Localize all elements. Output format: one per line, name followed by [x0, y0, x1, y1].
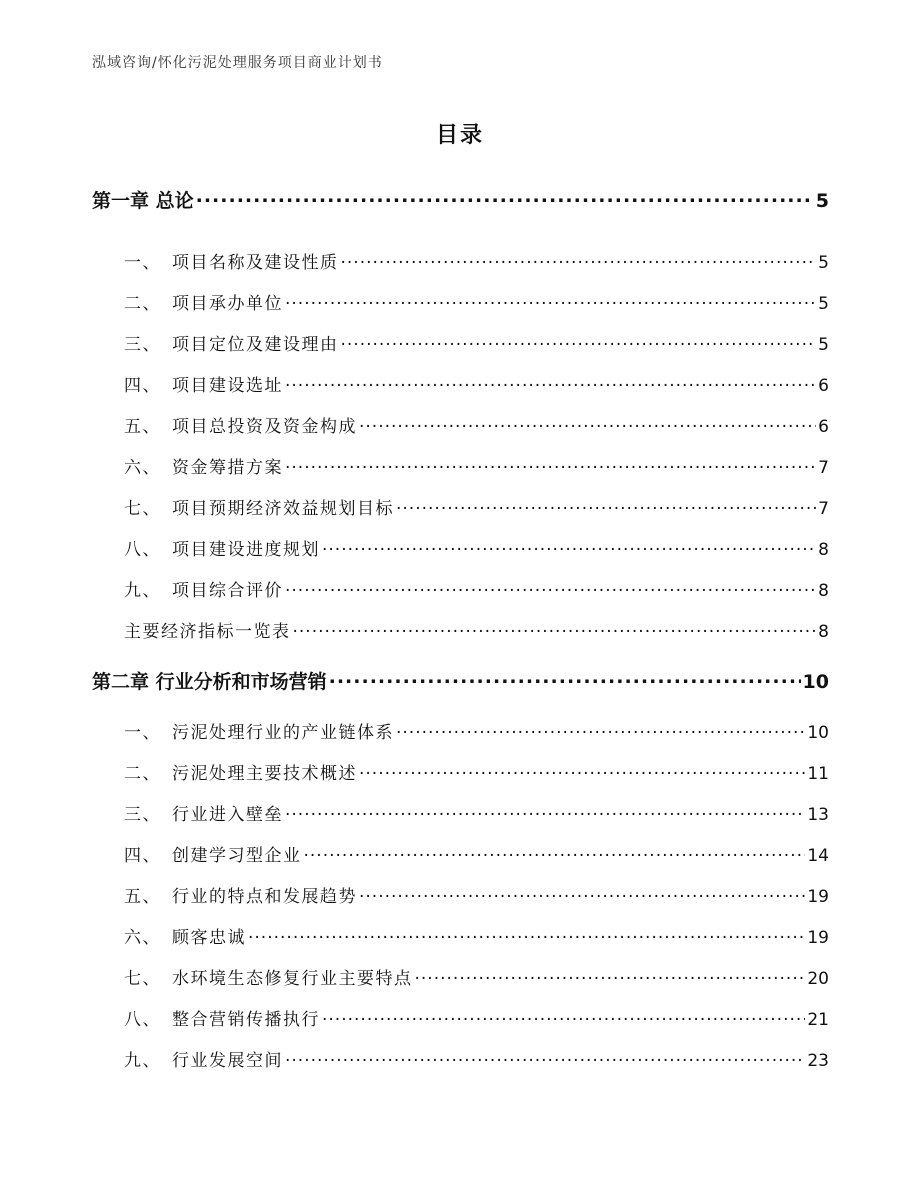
toc-entry[interactable] [124, 923, 829, 948]
toc-entry[interactable] [124, 330, 829, 355]
toc-page: 8 [818, 581, 829, 601]
toc-number: 八、 [124, 1010, 161, 1030]
toc-number: 二、 [124, 294, 161, 314]
toc-label: 污泥处理主要技术概述 [172, 764, 357, 784]
toc-leader [285, 292, 816, 309]
toc-number: 一、 [124, 723, 161, 743]
toc-entry[interactable] [124, 494, 829, 519]
toc-entry[interactable] [124, 964, 829, 989]
toc-label: 项目建设进度规划 [172, 540, 320, 560]
toc-leader [415, 967, 806, 984]
toc-leader [248, 926, 805, 943]
toc-leader [359, 762, 805, 779]
toc-entry[interactable] [124, 371, 829, 396]
toc-page: 13 [807, 805, 829, 825]
toc-entry[interactable] [124, 248, 829, 273]
toc-leader [341, 251, 817, 268]
toc-page: 10 [802, 671, 829, 693]
toc-label: 第一章 总论 [92, 190, 194, 212]
toc-leader [285, 803, 805, 820]
toc-number: 四、 [124, 376, 161, 396]
toc-page: 5 [818, 253, 829, 273]
toc-entry[interactable] [124, 535, 829, 560]
toc-page: 7 [818, 499, 829, 519]
toc-number: 四、 [124, 846, 161, 866]
toc-entry[interactable] [124, 800, 829, 825]
toc-number: 九、 [124, 1051, 161, 1071]
toc-number: 七、 [124, 969, 161, 989]
toc-number: 一、 [124, 253, 161, 273]
toc-page: 11 [807, 764, 829, 784]
toc-leader [322, 538, 816, 555]
toc-leader [396, 497, 816, 514]
toc-page: 6 [818, 417, 829, 437]
toc-entry[interactable] [124, 412, 829, 437]
toc-page: 8 [818, 622, 829, 642]
toc-page: 21 [807, 1010, 829, 1030]
toc-page: 10 [807, 723, 829, 743]
toc-label: 整合营销传播执行 [172, 1010, 320, 1030]
toc-page: 5 [818, 294, 829, 314]
toc-leader [304, 844, 806, 861]
toc-label: 污泥处理行业的产业链体系 [172, 723, 394, 743]
toc-page: 19 [807, 887, 829, 907]
toc-entry[interactable] [124, 576, 829, 601]
toc-chapter-2[interactable] [92, 667, 829, 694]
toc-leader [359, 885, 805, 902]
toc-leader [285, 456, 816, 473]
toc-leader [196, 188, 814, 207]
toc-entry[interactable] [124, 453, 829, 478]
toc-entry[interactable] [124, 759, 829, 784]
toc-number: 六、 [124, 458, 161, 478]
toc-leader [293, 620, 817, 637]
toc-label: 项目承办单位 [172, 294, 283, 314]
toc-label: 行业进入壁垒 [172, 805, 283, 825]
toc-label: 顾客忠诚 [172, 928, 246, 948]
toc-entry[interactable] [124, 1005, 829, 1030]
toc-leader [329, 669, 801, 688]
toc-page: 7 [818, 458, 829, 478]
toc-leader [341, 333, 817, 350]
toc-page: 19 [807, 928, 829, 948]
running-header: 泓域咨询/怀化污泥处理服务项目商业计划书 [92, 55, 383, 71]
toc-leader [396, 721, 805, 738]
toc-number: 五、 [124, 887, 161, 907]
toc-entry[interactable] [124, 617, 829, 642]
toc-page: 5 [815, 190, 829, 212]
toc-number: 九、 [124, 581, 161, 601]
toc-label: 项目综合评价 [172, 581, 283, 601]
toc-label: 资金筹措方案 [172, 458, 283, 478]
toc-label: 项目建设选址 [172, 376, 283, 396]
toc-label: 行业的特点和发展趋势 [172, 887, 357, 907]
page-title: 目录 [435, 123, 484, 148]
toc-page: 8 [818, 540, 829, 560]
toc-label: 项目名称及建设性质 [172, 253, 339, 273]
toc-page: 20 [807, 969, 829, 989]
toc-leader [322, 1008, 805, 1025]
toc-number: 二、 [124, 764, 161, 784]
toc-label: 项目预期经济效益规划目标 [172, 499, 394, 519]
toc-page: 23 [807, 1051, 829, 1071]
toc-page: 14 [807, 846, 829, 866]
toc-entry[interactable] [124, 882, 829, 907]
toc-label: 第二章 行业分析和市场营销 [92, 671, 327, 693]
toc-page: 5 [818, 335, 829, 355]
toc-number: 五、 [124, 417, 161, 437]
toc-label: 项目定位及建设理由 [172, 335, 339, 355]
toc-leader [285, 1049, 805, 1066]
toc-number: 三、 [124, 335, 161, 355]
toc-label: 行业发展空间 [172, 1051, 283, 1071]
toc-number: 八、 [124, 540, 161, 560]
toc-leader [285, 579, 816, 596]
toc-leader [285, 374, 816, 391]
toc-label: 项目总投资及资金构成 [172, 417, 357, 437]
toc-chapter-1[interactable] [92, 186, 829, 213]
toc-label: 水环境生态修复行业主要特点 [172, 969, 413, 989]
toc-page: 6 [818, 376, 829, 396]
toc-label: 主要经济指标一览表 [124, 622, 291, 642]
toc-entry[interactable] [124, 289, 829, 314]
toc-leader [359, 415, 816, 432]
toc-number: 三、 [124, 805, 161, 825]
toc-entry[interactable] [124, 841, 829, 866]
toc-number: 七、 [124, 499, 161, 519]
toc-entry[interactable] [124, 718, 829, 743]
toc-number: 六、 [124, 928, 161, 948]
toc-entry[interactable] [124, 1046, 829, 1071]
toc-label: 创建学习型企业 [172, 846, 302, 866]
